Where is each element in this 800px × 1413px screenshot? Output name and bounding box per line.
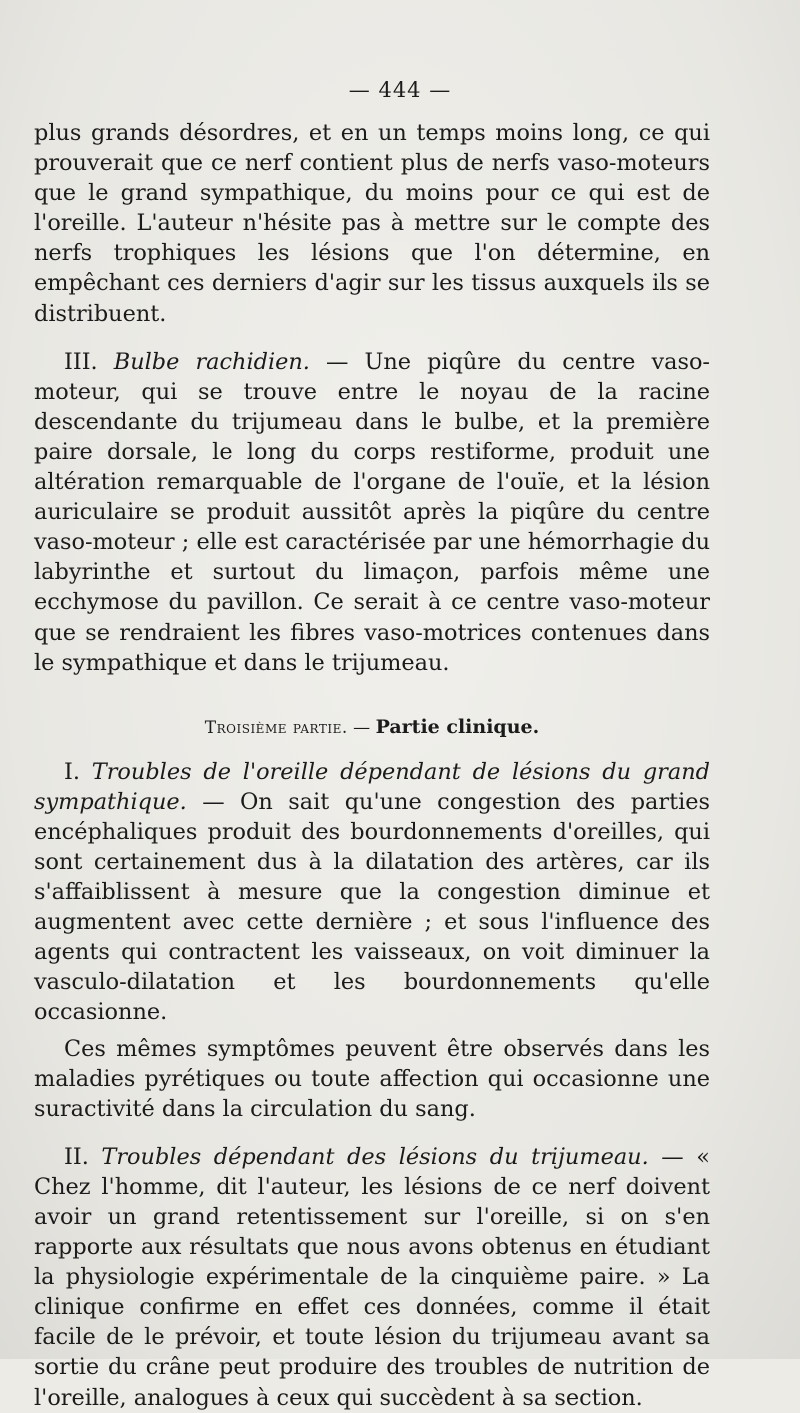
part-heading xyxy=(34,716,710,739)
part-title: Partie clinique. xyxy=(375,715,540,738)
page-number: — 444 — xyxy=(348,78,452,102)
section-number: III. xyxy=(64,348,98,375)
paragraph-text: — « Chez l'homme, dit l'auteur, les lésions de ce nerf doivent avoir un grand retentissement sur l'oreille, si on s'en rapporte aux résultats que nous avons obtenus en étudiant la physiologie expérimentale de la cinquième paire. » La clinique confirme en effet ces données, comme il était facile de le prévoir, et toute lésion du trijumeau avant sa sortie du crâne peut produire des troubles de nutrition de l'oreille, analogues à ceux qui succèdent à sa section. xyxy=(34,1143,710,1411)
part-label: Troisième partie. xyxy=(204,717,348,738)
paragraph-text: — Une piqûre du centre vaso-moteur, qui se trouve entre le noyau de la racine descendante du trijumeau dans le bulbe, et la première paire dorsale, le long du corps restiforme, produit une altération remarquable de l'organe de l'ouïe, et la lésion auriculaire se produit aussitôt après la piqûre du centre vaso-moteur ; elle est caractérisée par une hémorrhagie du labyrinthe et surtout du limaçon, parfois même une ecchymose du pavillon. Ce serait à ce centre vaso-moteur que se rendraient les fibres vaso-motrices contenues dans le sympathique et dans le trijumeau. xyxy=(34,348,711,676)
section-title: Bulbe rachidien. xyxy=(113,348,310,375)
section-title: Troubles dépendant des lésions du trijumeau. xyxy=(101,1143,649,1170)
section-title: Troubles de l'oreille dépendant de lésions du grand sympathique. xyxy=(34,758,710,815)
paragraph-trijumeau xyxy=(34,1142,710,1413)
section-number: I. xyxy=(64,758,80,785)
paragraph-text: — On sait qu'une congestion des parties encéphaliques produit des bourdonnements d'oreilles, qui sont certainement dus à la dilatation des artères, car ils s'affaiblissent à mesure que la congestion diminue et augmentent avec cette dernière ; et sous l'influence des agents qui contractent les vaisseaux, on voit diminuer la vasculo-dilatation et les bourdonnements qu'elle occasionne. xyxy=(34,788,710,1026)
body-text xyxy=(34,118,710,1413)
heading-dash: — xyxy=(347,717,376,738)
section-number: II. xyxy=(64,1143,89,1170)
paragraph-bulbe-rachidien xyxy=(34,347,710,678)
paragraph-grand-sympathique xyxy=(34,757,710,1028)
paragraph-continuation: plus grands désordres, et en un temps moins long, ce qui prouverait que ce nerf contient plus de nerfs vaso-moteurs que le grand sympathique, du moins pour ce qui est de l'oreille. L'auteur n'hésite pas à mettre sur le compte des nerfs trophiques les lésions que l'on détermine, en empêchant ces derniers d'agir sur les tissus auxquels ils se distribuent. xyxy=(34,120,710,327)
paragraph-symptomes: Ces mêmes symptômes peuvent être observés dans les maladies pyrétiques ou toute affection qui occasionne une suractivité dans la circulation du sang. xyxy=(34,1035,710,1122)
